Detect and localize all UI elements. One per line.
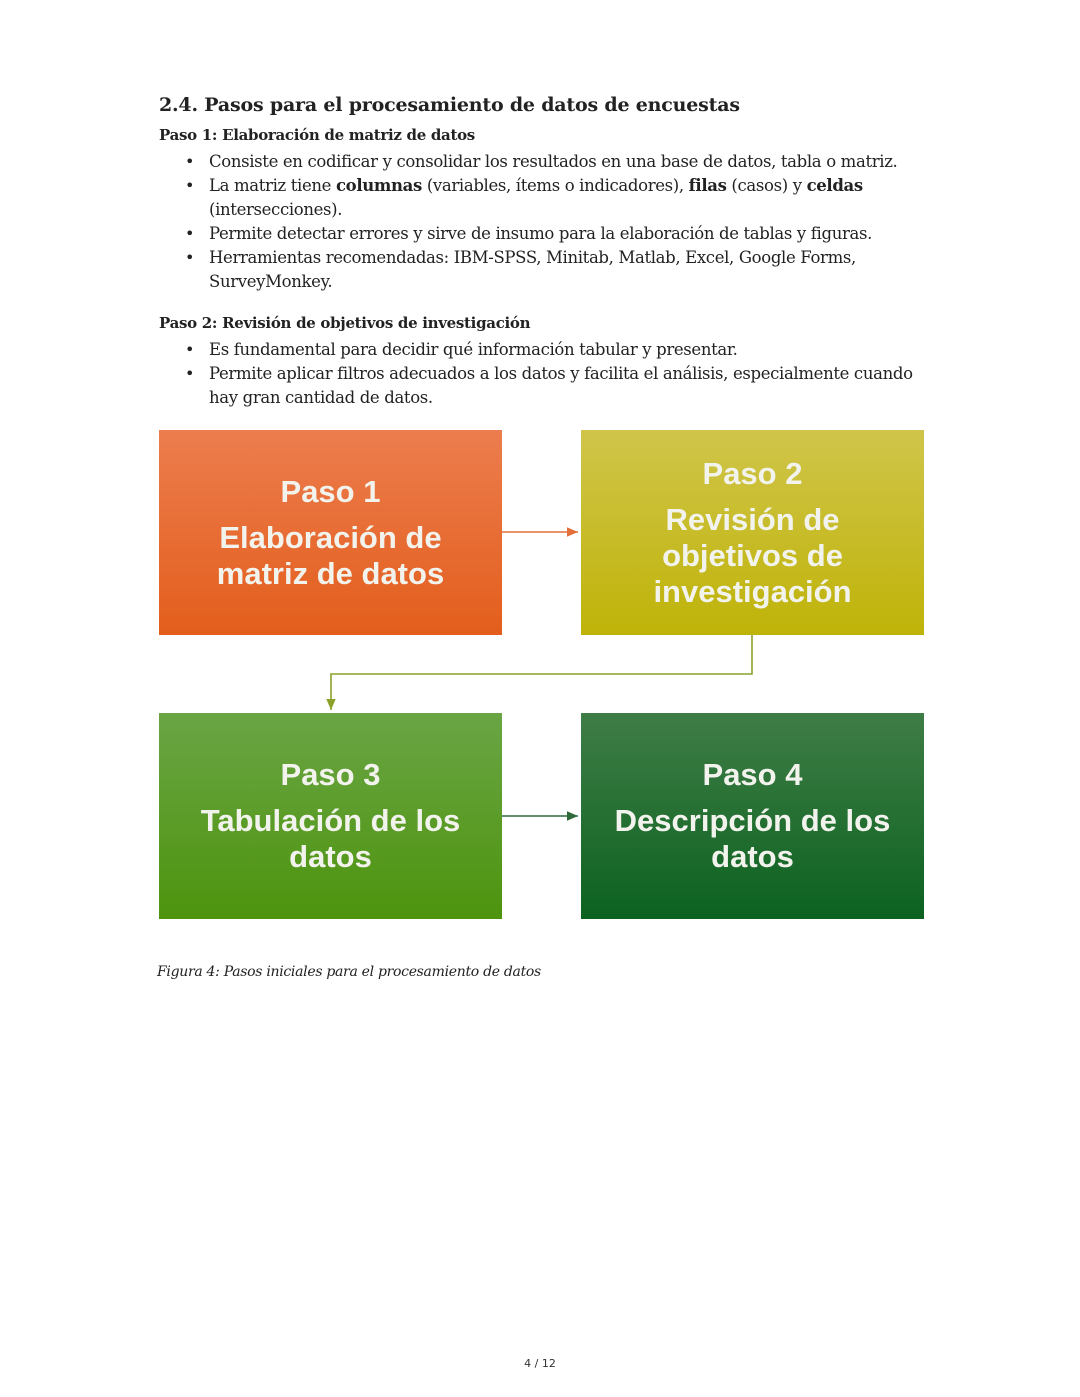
step-label: datos: [289, 839, 372, 874]
step-box-paso-3: [159, 713, 502, 919]
emphasis-filas: filas: [688, 176, 727, 195]
step-label: investigación: [653, 573, 852, 609]
figure-caption: Figura 4: Pasos iniciales para el procesamiento de datos: [157, 964, 541, 980]
paso2-heading: Paso 2: Revisión de objetivos de investigación: [159, 314, 531, 332]
process-diagram: [159, 430, 925, 920]
paso1-bullet-list: [185, 150, 925, 294]
step-label: datos: [711, 839, 794, 874]
list-item: • Permite detectar errores y sirve de insumo para la elaboración de tablas y figuras.: [185, 222, 925, 246]
paso2-bullet-list: [185, 338, 925, 410]
step-number: Paso 3: [280, 757, 381, 792]
list-item: • Consiste en codificar y consolidar los resultados en una base de datos, tabla o matriz.: [185, 150, 925, 174]
section-title: 2.4. Pasos para el procesamiento de datos de encuestas: [159, 94, 740, 116]
step-box-paso-2: [581, 430, 924, 635]
emphasis-columnas: columnas: [335, 176, 422, 195]
step-number: Paso 2: [702, 455, 803, 491]
list-item: • Es fundamental para decidir qué información tabular y presentar.: [185, 338, 925, 362]
page-number: 4 / 12: [524, 1357, 556, 1370]
step-box-paso-4: [581, 713, 924, 919]
step-label: Revisión de: [665, 501, 840, 537]
list-item: • Herramientas recomendadas: IBM-SPSS, Minitab, Matlab, Excel, Google Forms, SurveyMonkey.: [185, 246, 925, 294]
paso1-heading: Paso 1: Elaboración de matriz de datos: [159, 126, 475, 144]
step-label: Tabulación de los: [200, 803, 461, 838]
step-label: Elaboración de: [219, 519, 442, 555]
list-item: • La matriz tiene columnas (variables, ítems o indicadores), filas (casos) y celdas (intersecciones).: [185, 174, 925, 222]
step-label: Descripción de los: [614, 803, 891, 838]
step-label: matriz de datos: [216, 555, 445, 591]
emphasis-celdas: celdas: [806, 176, 863, 195]
step-number: Paso 1: [280, 473, 381, 509]
arrow-paso2-to-paso3: [331, 635, 752, 710]
step-label: objetivos de: [662, 537, 843, 573]
list-item: • Permite aplicar filtros adecuados a los datos y facilita el análisis, especialmente cuando hay gran cantidad de datos.: [185, 362, 925, 410]
step-number: Paso 4: [702, 757, 803, 792]
step-box-paso-1: [159, 430, 502, 635]
